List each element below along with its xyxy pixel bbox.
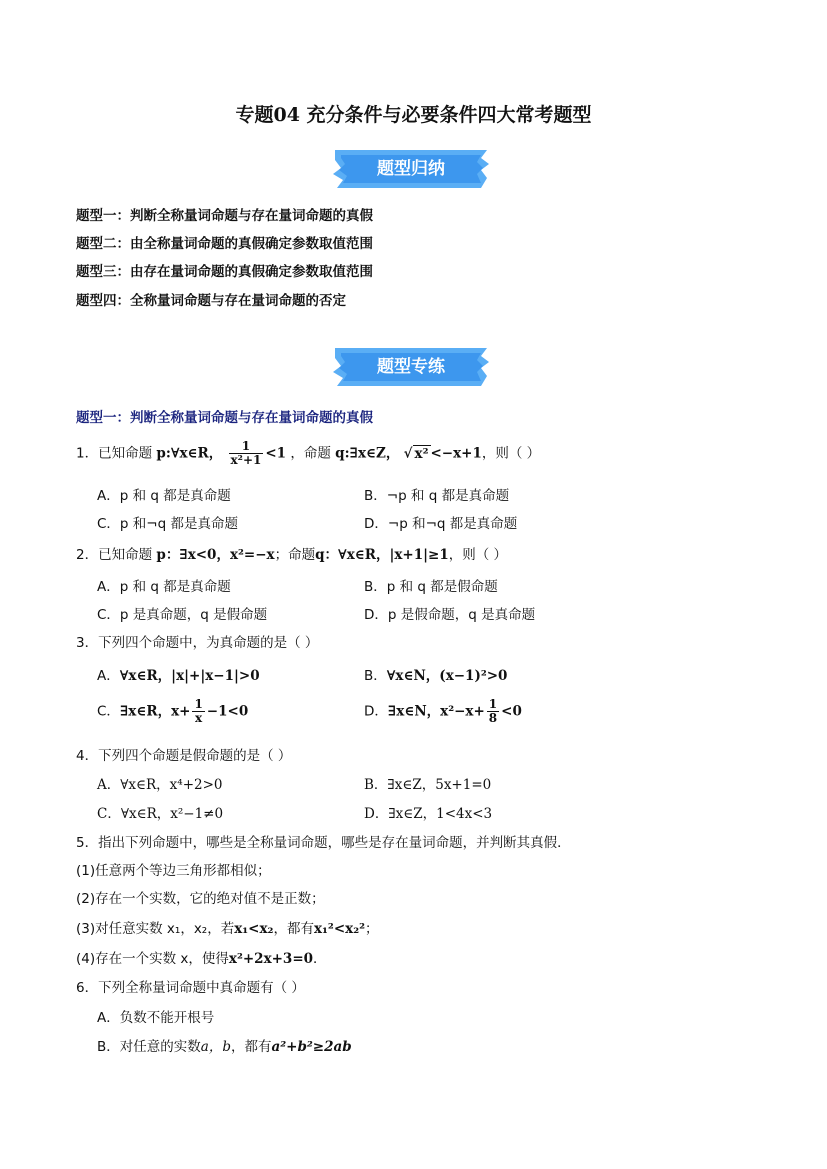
q1-option-d[interactable]: D．¬p 和¬q 都是真命题 — [364, 516, 518, 532]
q3-d-den: 8 — [488, 711, 498, 725]
q5-i4-c: ． — [313, 951, 327, 967]
q3-d-num: 1 — [488, 697, 498, 711]
q3-a-label: A． — [97, 668, 120, 684]
q2-option-b[interactable]: B．p 和 q 都是假命题 — [364, 579, 498, 595]
q3-d-expr-a: ∃x∈N，x²−x+ — [387, 703, 485, 720]
q2-post: ，则（ ） — [448, 547, 508, 563]
q2-option-d[interactable]: D．p 是假命题，q 是真命题 — [364, 607, 536, 623]
q2-prefix: 2．已知命题 — [76, 547, 153, 563]
q4-option-d[interactable]: D．∃x∈Z，1<4x<3 — [364, 806, 493, 822]
q3-b-expr: ∀x∈N，(x−1)²>0 — [386, 668, 508, 684]
q3-c-label: C． — [97, 703, 120, 720]
q1-sqrt: √ x² — [403, 445, 429, 462]
q2-mid: ；命题 — [274, 547, 316, 563]
section-heading: 题型一：判断全称量词命题与存在量词命题的真假 — [76, 410, 373, 426]
q1-option-c[interactable]: C．p 和¬q 都是真命题 — [97, 516, 238, 532]
q1-prefix: 1．已知命题 — [76, 445, 153, 462]
q3-option-c[interactable] — [97, 698, 248, 725]
practice-banner — [331, 346, 491, 388]
q3-a-expr: ∀x∈R，|x|+|x−1|>0 — [119, 668, 260, 684]
q1-post: ，则（ ） — [481, 445, 541, 462]
q1-prop-p: p:∀x∈R， — [156, 445, 223, 462]
q5-i3-e: ； — [365, 921, 379, 937]
q3-b-label: B． — [364, 668, 387, 684]
q6-b-c: ，都有 — [230, 1039, 272, 1055]
q3-d-fraction — [487, 698, 499, 725]
q6-b-a: B．对任意的实数 — [97, 1039, 201, 1055]
q3-c-expr-b: −1<0 — [206, 703, 249, 720]
q5-item-3 — [76, 917, 379, 937]
question-6-stem: 6．下列全称量词命题中真命题有（ ） — [76, 980, 305, 996]
q5-i3-b: x₁<x₂ — [234, 921, 274, 937]
toc-item-3: 题型三：由存在量词命题的真假确定参数取值范围 — [76, 264, 373, 280]
q3-d-label: D． — [364, 703, 388, 720]
question-1-stem — [76, 440, 540, 467]
q5-i4-b: x²+2x+3=0 — [228, 951, 314, 967]
q4-option-c[interactable]: C．∀x∈R，x²−1≠0 — [97, 806, 224, 822]
q5-item-2: (2)存在一个实数，它的绝对值不是正数； — [76, 891, 325, 907]
q6-option-a[interactable]: A．负数不能开根号 — [97, 1010, 215, 1026]
toc-item-1: 题型一：判断全称量词命题与存在量词命题的真假 — [76, 208, 373, 224]
q5-i4-a: (4)存在一个实数 x，使得 — [76, 951, 229, 967]
q1-option-a[interactable]: A．p 和 q 都是真命题 — [97, 488, 231, 504]
toc-item-2: 题型二：由全称量词命题的真假确定参数取值范围 — [76, 236, 373, 252]
q3-d-expr-b: <0 — [501, 703, 522, 720]
q1-mid: ，命题 — [290, 445, 331, 462]
q2-prop-p: p：∃x<0，x²=−x — [156, 547, 275, 563]
question-2-stem — [76, 543, 507, 563]
q4-option-a[interactable]: A．∀x∈R，x⁴+2>0 — [97, 777, 223, 793]
q1-sqrt-arg: x² — [414, 445, 429, 462]
q5-item-1: (1)任意两个等边三角形都相似； — [76, 863, 271, 879]
q3-option-a[interactable] — [97, 664, 260, 684]
q4-option-b[interactable]: B．∃x∈Z，5x+1=0 — [364, 777, 492, 793]
q5-item-4 — [76, 947, 327, 967]
q2-option-c[interactable]: C．p 是真命题，q 是假命题 — [97, 607, 268, 623]
q3-c-fraction — [192, 698, 204, 725]
question-4-stem: 4．下列四个命题是假命题的是（ ） — [76, 748, 292, 764]
q1-frac-den: x²+1 — [230, 453, 262, 467]
page-title: 专题04 充分条件与必要条件四大常考题型 — [235, 104, 592, 126]
practice-banner-label: 题型专练 — [377, 357, 445, 377]
question-3-stem: 3．下列四个命题中，为真命题的是（ ） — [76, 635, 319, 651]
q3-option-b[interactable] — [364, 664, 507, 684]
q5-i3-c: ，都有 — [273, 921, 314, 937]
q3-c-den: x — [195, 711, 203, 725]
question-5-stem: 5．指出下列命题中，哪些是全称量词命题，哪些是存在量词命题，并判断其真假． — [76, 835, 571, 851]
q3-c-num: 1 — [194, 697, 203, 711]
q1-relation: <1 — [265, 445, 287, 462]
q2-prop-q: q：∀x∈R，|x+1|≥1 — [315, 547, 449, 563]
q5-i3-d: x₁²<x₂² — [313, 921, 366, 937]
q1-option-b[interactable]: B．¬p 和 q 都是真命题 — [364, 488, 510, 504]
q3-option-d[interactable] — [364, 698, 522, 725]
summary-banner-label: 题型归纳 — [377, 159, 445, 179]
q3-c-expr-a: ∃x∈R，x+ — [119, 703, 191, 720]
q5-i3-a: (3)对任意实数 x₁，x₂，若 — [76, 921, 235, 937]
toc-item-4: 题型四：全称量词命题与存在量词命题的否定 — [76, 293, 346, 309]
q2-option-a[interactable]: A．p 和 q 都是真命题 — [97, 579, 231, 595]
q1-prop-q: q:∃x∈Z， — [335, 445, 400, 462]
q1-fraction — [229, 440, 264, 467]
q6-option-b[interactable] — [97, 1035, 352, 1055]
q1-rhs: <−x+1 — [430, 445, 482, 462]
q1-frac-num: 1 — [229, 440, 264, 454]
q6-b-vars: a，b — [200, 1039, 231, 1055]
summary-banner — [331, 148, 491, 190]
q6-b-expr: a²+b²≥2ab — [271, 1039, 352, 1055]
